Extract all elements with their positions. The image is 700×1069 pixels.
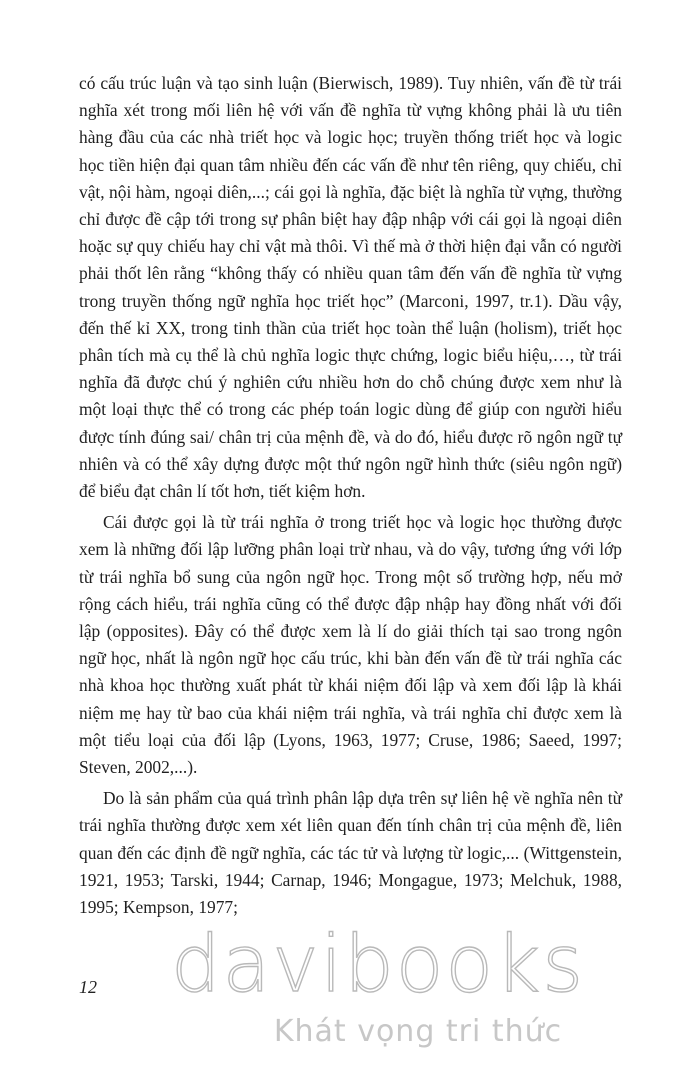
- paragraph-3: Do là sản phẩm của quá trình phân lập dựa trên sự liên hệ về nghĩa nên từ trái nghĩa thường được xem xét liên quan đến tính chân trị của mệnh đề, liên quan đến các định đề ngữ nghĩa, các tác tử và lượng từ logic,... (Wittgenstein, 1921, 1953; Tarski, 1944; Carnap, 1946; Mongague, 1973; Melchuk, 1988, 1995; Kempson, 1977;: [79, 788, 622, 918]
- page-number: 12: [79, 977, 97, 997]
- body-text: [79, 70, 622, 925]
- watermark-brand: davibooks: [171, 920, 585, 1010]
- paragraph-1: có cấu trúc luận và tạo sinh luận (Bierwisch, 1989). Tuy nhiên, vấn đề từ trái nghĩa xét trong mối liên hệ với vấn đề nghĩa từ vựng không phải là ưu tiên hàng đầu của các nhà triết học và logic học; truyền thống triết học và logic học tiền hiện đại quan tâm nhiều đến các vấn đề như tên riêng, quy chiếu, chỉ vật, nội hàm, ngoại diên,...; cái gọi là nghĩa, đặc biệt là nghĩa từ vựng, thường chỉ được đề cập tới trong sự phân biệt hay đập nhập với cái gọi là ngoại diên hoặc sự quy chiếu hay chỉ vật mà thôi. Vì thế mà ở thời hiện đại vẫn có người phải thốt lên rằng “không thấy có nhiều quan tâm đến vấn đề nghĩa từ vựng trong truyền thống ngữ nghĩa học triết học” (Marconi, 1997, tr.1). Dầu vậy, đến thế kỉ XX, trong tinh thần của triết học toàn thể luận (holism), triết học phân tích mà cụ thể là chủ nghĩa logic thực chứng, logic biểu hiệu,…, từ trái nghĩa đã được chú ý nghiên cứu nhiều hơn do chỗ chúng được xem như là một loại thực thể có trong các phép toán logic dùng để giúp con người hiểu được tính đúng sai/ chân trị của mệnh đề, và do đó, hiểu được rõ ngôn ngữ tự nhiên và có thể xây dựng được một thứ ngôn ngữ hình thức (siêu ngôn ngữ) để biểu đạt chân lí tốt hơn, tiết kiệm hơn.: [79, 73, 622, 502]
- watermark-tagline: Khát vọng tri thức: [273, 1014, 563, 1049]
- watermark: [168, 920, 588, 1052]
- paragraph-2: Cái được gọi là từ trái nghĩa ở trong triết học và logic học thường được xem là những đối lập lưỡng phân loại trừ nhau, và do vậy, tương ứng với lớp từ trái nghĩa bổ sung của ngôn ngữ học. Trong một số trường hợp, nếu mở rộng cách hiểu, trái nghĩa cũng có thể được đập nhập hay đồng nhất với đối lập (opposites). Đây có thể được xem là lí do giải thích tại sao trong ngôn ngữ học, nhất là ngôn ngữ học cấu trúc, khi bàn đến vấn đề từ trái nghĩa các nhà khoa học thường xuất phát từ khái niệm đối lập và xem đối lập là khái niệm mẹ hay từ bao của khái niệm trái nghĩa, và trái nghĩa chỉ được xem là một tiểu loại của đối lập (Lyons, 1963, 1977; Cruse, 1986; Saeed, 1997; Steven, 2002,...).: [79, 512, 622, 778]
